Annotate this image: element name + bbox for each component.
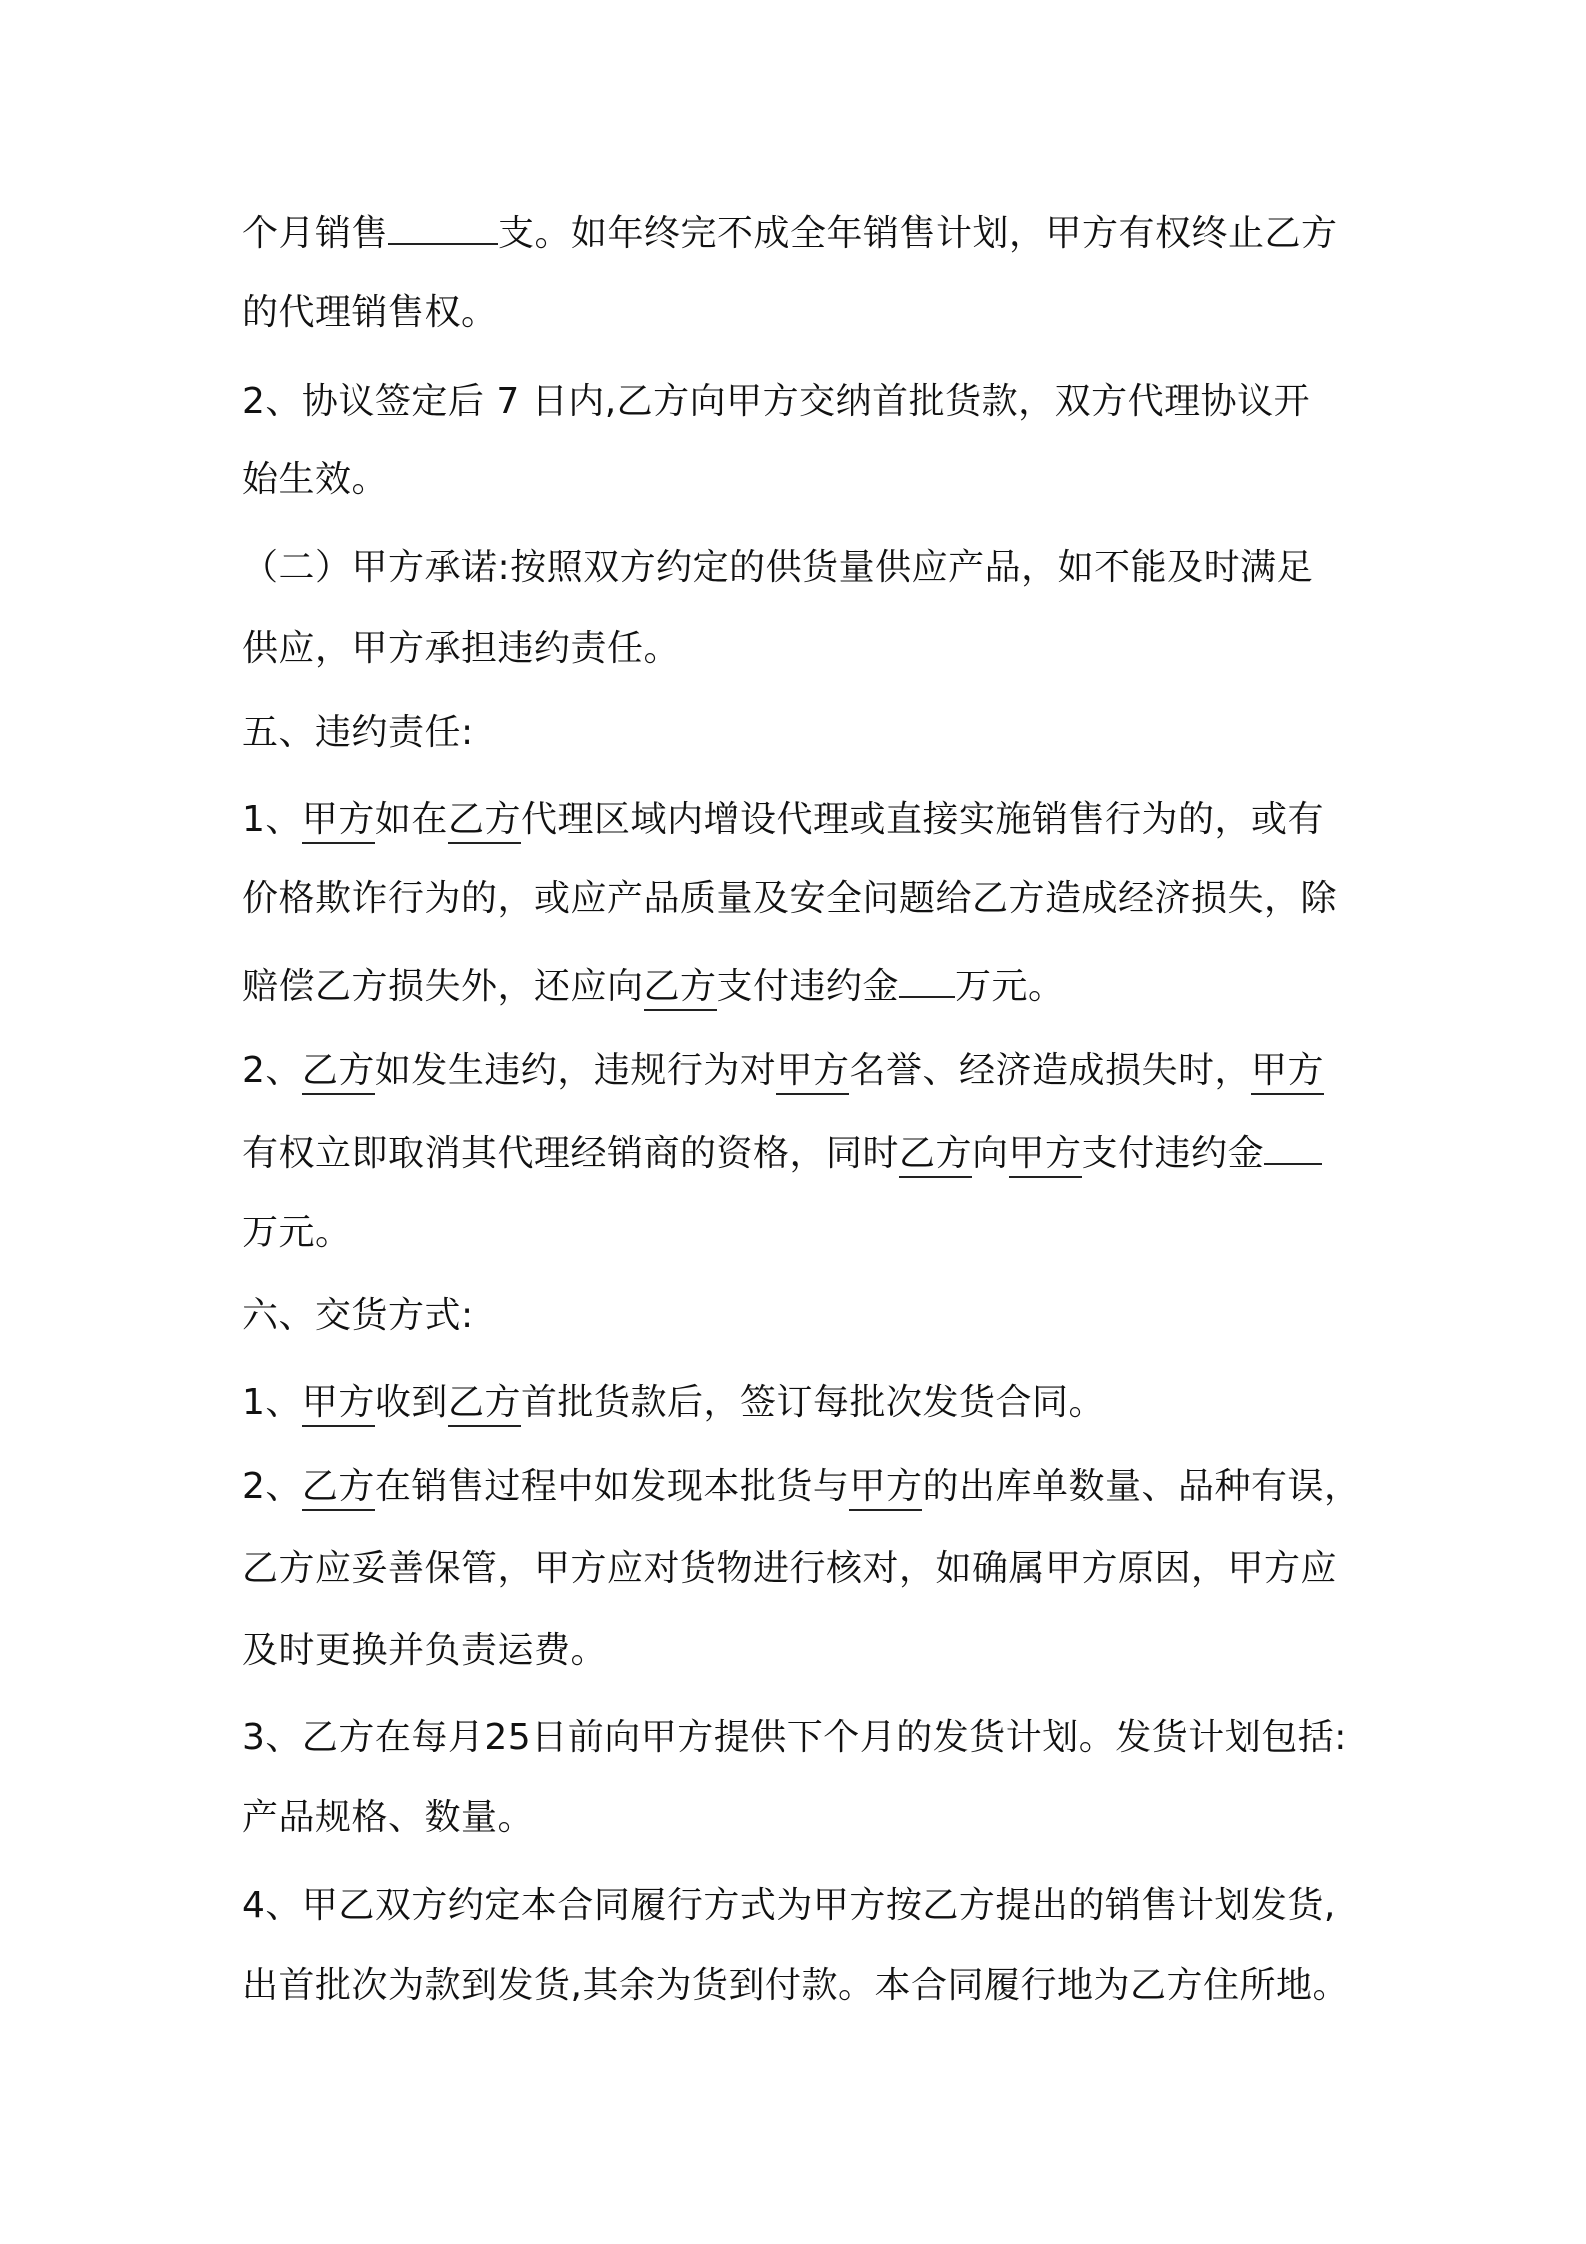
paragraph-5-2-line-1 (242, 1048, 1362, 1094)
text-segment: 首批货款后，签订每批次发货合同。 (520, 1382, 1105, 1423)
text-segment: 赔偿乙方损失外，还应向 (242, 966, 644, 1007)
text-segment: 个月销售 (242, 213, 389, 254)
underlined-party-a: 甲方 (1009, 1133, 1082, 1178)
text-segment: 支付违约金 (1081, 1133, 1265, 1174)
section-heading-5: 五、违约责任: (242, 712, 474, 753)
section-heading-6: 六、交货方式: (242, 1295, 474, 1336)
underlined-party-b: 乙方 (644, 966, 717, 1011)
underlined-party-b: 乙方 (302, 1466, 375, 1511)
text-segment: 2、 (242, 1050, 302, 1091)
text-segment: 如发生违约，违规行为对 (374, 1050, 777, 1091)
underlined-party-b: 乙方 (899, 1133, 972, 1178)
paragraph-6-2-line-1 (242, 1464, 1362, 1510)
text-segment: 支。如年终完不成全年销售计划，甲方有权终止乙方 (498, 213, 1338, 254)
fill-blank-penalty-amount (1264, 1127, 1322, 1165)
underlined-party-a: 甲方 (302, 799, 375, 844)
text-segment: 支付违约金 (716, 966, 900, 1007)
paragraph-5-2-line-2 (242, 1127, 1362, 1177)
text-segment: 代理区域内增设代理或直接实施销售行为的，或有 (520, 799, 1324, 840)
paragraph-6-1-line-1 (242, 1380, 1362, 1426)
text-segment: 有权立即取消其代理经销商的资格，同时 (242, 1133, 900, 1174)
text-segment: 1、 (242, 799, 302, 840)
paragraph-2-line-1: 2、协议签定后 7 日内,乙方向甲方交纳首批货款，双方代理协议开 (242, 381, 1311, 422)
paragraph-3-line-1: （二）甲方承诺:按照双方约定的供货量供应产品，如不能及时满足 (242, 547, 1314, 588)
text-segment: 1、 (242, 1382, 302, 1423)
underlined-party-b: 乙方 (448, 799, 521, 844)
underlined-party-a: 甲方 (302, 1382, 375, 1427)
text-segment: 2、 (242, 1466, 302, 1507)
fill-blank-sales-quantity (388, 207, 498, 245)
text-segment: 万元。 (955, 966, 1065, 1007)
underlined-party-a: 甲方 (1251, 1050, 1324, 1095)
paragraph-5-1-line-3 (242, 960, 1362, 1010)
paragraph-3-line-2: 供应，甲方承担违约责任。 (242, 628, 681, 669)
paragraph-5-1-line-1 (242, 797, 1362, 843)
text-segment: 在销售过程中如发现本批货与 (374, 1466, 850, 1507)
underlined-party-a: 甲方 (776, 1050, 849, 1095)
text-segment: 如在 (374, 799, 448, 840)
paragraph-6-4-line-1: 4、甲乙双方约定本合同履行方式为甲方按乙方提出的销售计划发货, (242, 1885, 1336, 1926)
paragraph-6-2-line-2: 乙方应妥善保管，甲方应对货物进行核对，如确属甲方原因，甲方应 (242, 1548, 1338, 1589)
paragraph-6-2-line-3: 及时更换并负责运费。 (242, 1630, 608, 1671)
paragraph-6-4-line-2: 出首批次为款到发货,其余为货到付款。本合同履行地为乙方住所地。 (242, 1965, 1349, 2006)
paragraph-5-1-line-2: 价格欺诈行为的，或应产品质量及安全问题给乙方造成经济损失，除 (242, 878, 1338, 919)
underlined-party-a: 甲方 (849, 1466, 922, 1511)
underlined-party-b: 乙方 (302, 1050, 375, 1095)
fill-blank-penalty-amount (899, 960, 955, 998)
paragraph-5-2-line-3: 万元。 (242, 1212, 352, 1253)
text-segment: 名誉、经济造成损失时， (849, 1050, 1251, 1091)
text-segment: 向 (972, 1133, 1009, 1174)
paragraph-2-line-2: 始生效。 (242, 459, 389, 500)
paragraph-6-3-line-1: 3、乙方在每月25日前向甲方提供下个月的发货计划。发货计划包括: (242, 1717, 1347, 1758)
text-segment: 收到 (374, 1382, 448, 1423)
text-segment: 的出库单数量、品种有误， (922, 1466, 1361, 1507)
underlined-party-b: 乙方 (448, 1382, 521, 1427)
paragraph-6-3-line-2: 产品规格、数量。 (242, 1797, 535, 1838)
paragraph-1-line-1 (242, 207, 1362, 257)
paragraph-1-line-2: 的代理销售权。 (242, 292, 498, 333)
